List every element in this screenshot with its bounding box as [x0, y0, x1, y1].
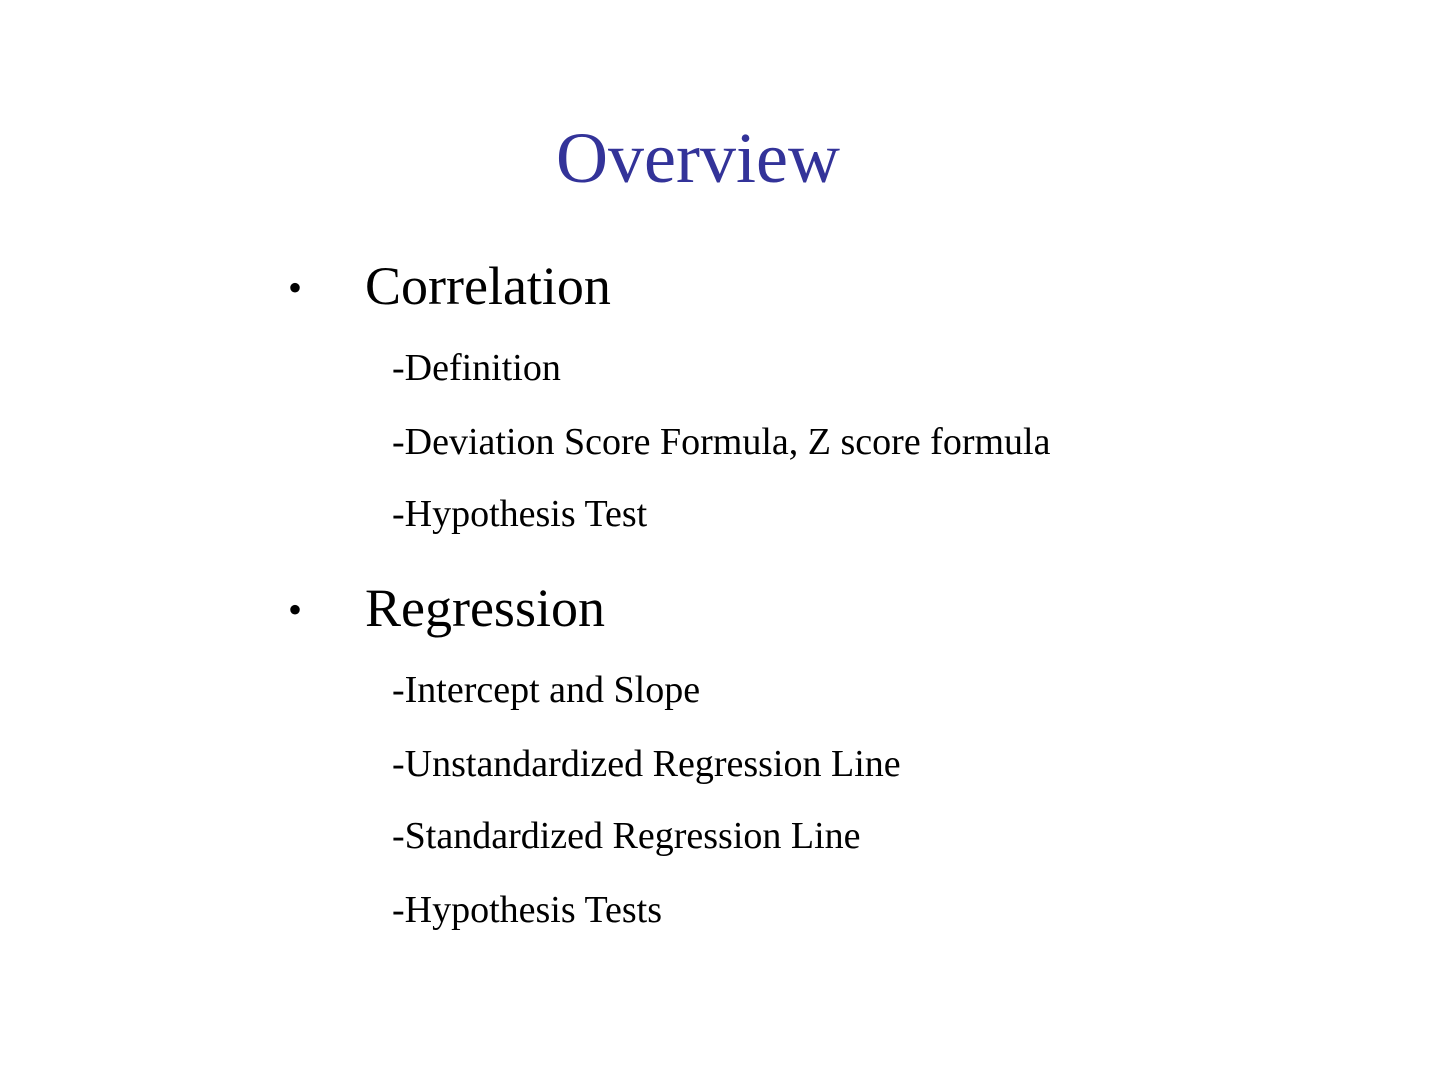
slide-title: Overview — [556, 118, 840, 198]
bullet-correlation: Correlation — [365, 256, 611, 316]
bullet-regression: Regression — [365, 578, 605, 638]
sub-item-standardized-line: -Standardized Regression Line — [392, 815, 861, 857]
bullet-dot: • — [288, 265, 303, 310]
sub-item-unstandardized-line: -Unstandardized Regression Line — [392, 743, 901, 785]
sub-item-hypothesis-test: -Hypothesis Test — [392, 493, 648, 535]
sub-item-definition: -Definition — [392, 347, 561, 389]
sub-item-intercept-slope: -Intercept and Slope — [392, 669, 701, 711]
sub-item-hypothesis-tests: -Hypothesis Tests — [392, 889, 663, 931]
sub-item-formulas: -Deviation Score Formula, Z score formula — [392, 421, 1051, 463]
bullet-dot: • — [288, 587, 303, 632]
